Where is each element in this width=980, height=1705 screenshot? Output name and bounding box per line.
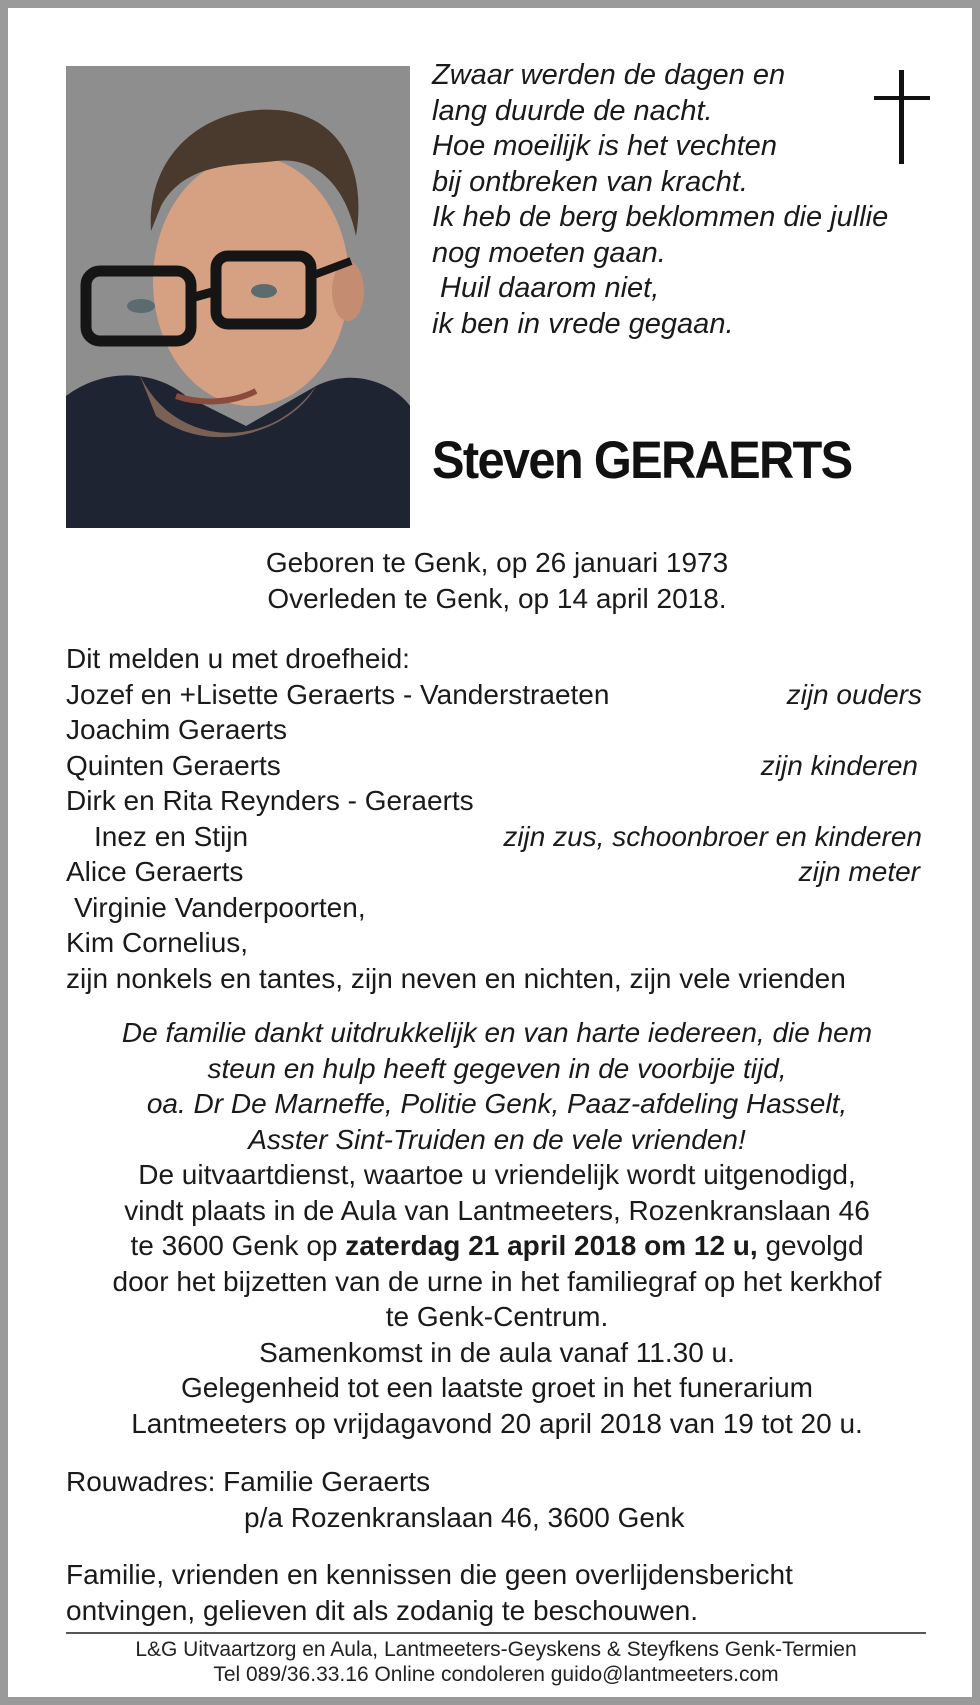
service-line: door het bijzetten van de urne in het familiegraf op het kerkhof — [112, 1265, 882, 1297]
birth-death-info — [66, 545, 928, 617]
visit-line: Lantmeeters op vrijdagavond 20 april 2018 van 19 tot 20 u. — [131, 1407, 863, 1439]
family-member: Alice Geraerts — [66, 856, 244, 887]
family-member: Quinten Geraerts — [66, 749, 281, 781]
thanks-line: steun en hulp heeft gegeven in de voorbije tijd, — [207, 1052, 787, 1084]
portrait-image — [66, 66, 410, 528]
poem-line: Hoe moeilijk is het vechten — [432, 130, 777, 162]
family-row — [66, 783, 922, 819]
family-relation: zijn ouders — [786, 678, 922, 710]
family-relation: zijn kinderen — [760, 749, 918, 781]
family-relation: zijn meter — [798, 856, 920, 887]
family-intro — [66, 641, 922, 677]
poem — [432, 58, 889, 342]
visit-line: Gelegenheid tot een laatste groet in het funerarium — [181, 1372, 813, 1403]
family-member: Jozef en +Lisette Geraerts - Vanderstraeten — [66, 678, 610, 710]
thanks-line: De familie dankt uitdrukkelijk en van harte iedereen, die hem — [121, 1017, 873, 1048]
poem-line: Huil daarom niet, — [432, 272, 660, 304]
service-text: gevolgd — [757, 1230, 864, 1261]
service-line: De uitvaartdienst, waartoe u vriendelijk wordt uitgenodigd, — [138, 1159, 856, 1190]
family-row — [66, 925, 922, 961]
poem-line: ik ben in vrede gegaan. — [432, 307, 734, 340]
service-line: vindt plaats in de Aula van Lantmeeters, Rozenkranslaan 46 — [124, 1194, 870, 1226]
service-date: zaterdag 21 april 2018 om 12 u, — [345, 1230, 758, 1261]
thanks-and-service — [38, 1015, 956, 1441]
portrait-photo — [66, 66, 410, 528]
mourning-address — [66, 1464, 926, 1536]
family-relation: zijn zus, schoonbroer en kinderen — [503, 820, 922, 852]
poem-line: bij ontbreken van kracht. — [432, 165, 748, 198]
family-member: Joachim Geraerts — [66, 714, 287, 745]
footer-line: Tel 089/36.33.16 Online condoleren guido@lantmeeters.com — [213, 1663, 779, 1686]
family-member: zijn nonkels en tantes, zijn neven en nichten, zijn vele vrienden — [66, 962, 846, 994]
family-row — [66, 854, 922, 890]
service-line — [38, 1228, 956, 1264]
family-intro-text: Dit melden u met droefheid: — [66, 643, 410, 674]
birth-line: Geboren te Genk, op 26 januari 1973 — [265, 547, 729, 578]
family-member: Virginie Vanderpoorten, — [74, 891, 366, 923]
poem-line: Zwaar werden de dagen en — [432, 59, 786, 91]
address-line: p/a Rozenkranslaan 46, 3600 Genk — [244, 1502, 685, 1533]
family-list — [66, 641, 922, 996]
notice-line: ontvingen, gelieven dit als zodanig te beschouwen. — [66, 1594, 698, 1626]
family-row — [66, 890, 922, 926]
notice-line: Familie, vrienden en kennissen die geen overlijdensbericht — [66, 1559, 793, 1590]
thanks-line: Asster Sint-Truiden en de vele vrienden! — [248, 1123, 746, 1155]
poem-line: lang duurde de nacht. — [432, 94, 713, 127]
family-member: Kim Cornelius, — [66, 927, 249, 958]
poem-line: nog moeten gaan. — [432, 236, 666, 269]
family-row — [66, 677, 922, 713]
cross-icon — [872, 68, 932, 168]
footer-line: L&G Uitvaartzorg en Aula, Lantmeeters-Geyskens & Steyfkens Genk-Termien — [135, 1638, 857, 1661]
deceased-name: Steven GERAERTS — [432, 431, 852, 490]
service-text: te 3600 Genk op — [130, 1230, 346, 1261]
poem-line: Ik heb de berg beklommen die jullie — [432, 201, 889, 233]
family-row — [66, 712, 922, 748]
family-member: Inez en Stijn — [94, 820, 249, 852]
service-line: te Genk-Centrum. — [385, 1301, 609, 1332]
family-row — [66, 961, 922, 997]
footer — [66, 1637, 926, 1687]
thanks-line: oa. Dr De Marneffe, Politie Genk, Paaz-afdeling Hasselt, — [146, 1088, 848, 1119]
notice — [66, 1557, 926, 1628]
family-row — [66, 748, 922, 784]
death-line: Overleden te Genk, op 14 april 2018. — [267, 583, 727, 614]
address-line: Rouwadres: Familie Geraerts — [66, 1466, 431, 1497]
family-row — [66, 819, 922, 855]
gathering-line: Samenkomst in de aula vanaf 11.30 u. — [259, 1336, 735, 1368]
family-member: Dirk en Rita Reynders - Geraerts — [66, 785, 474, 816]
footer-divider — [66, 1632, 926, 1634]
